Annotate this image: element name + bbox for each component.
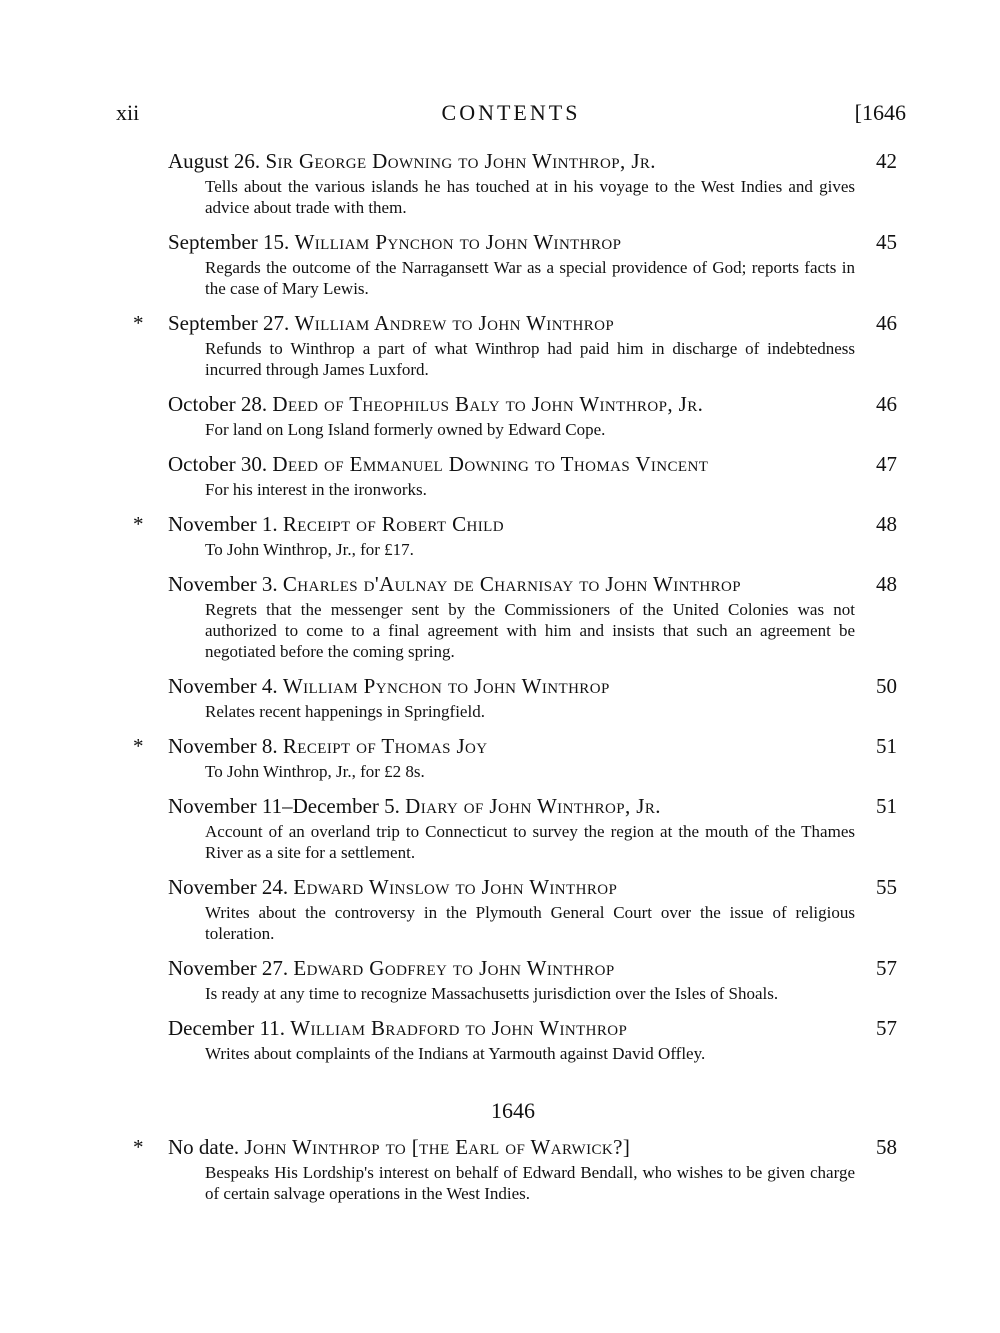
- entry-summary: Regards the outcome of the Narragansett War as a special providence of God; reports facts in the case of Mary Lewis.: [205, 258, 855, 298]
- asterisk-marker: *: [133, 734, 144, 758]
- entry-summary: Writes about complaints of the Indians at Yarmouth against David Offley.: [205, 1044, 706, 1063]
- contents-entry: [0, 953, 1000, 1004]
- entry-heading: William Bradford to John Winthrop: [290, 1016, 628, 1040]
- contents-entry: [0, 1132, 1000, 1204]
- contents-entry: [0, 449, 1000, 500]
- page-number: 50: [876, 674, 897, 698]
- entry-summary: To John Winthrop, Jr., for £17.: [205, 540, 414, 559]
- page-number: 48: [876, 572, 897, 596]
- page-number: 57: [876, 1016, 897, 1040]
- entry-heading: Edward Winslow to John Winthrop: [293, 875, 618, 899]
- contents-entry: [0, 731, 1000, 782]
- asterisk-marker: *: [133, 512, 144, 536]
- entry-heading: John Winthrop to [the Earl of Warwick?]: [244, 1135, 631, 1159]
- entry-date: August 26.: [168, 149, 266, 173]
- contents-entry: [0, 389, 1000, 440]
- year-section-heading: 1646: [491, 1098, 535, 1123]
- contents-entry: [0, 227, 1000, 299]
- page-number: 55: [876, 875, 897, 899]
- contents-entry: [0, 569, 1000, 662]
- page-number: 48: [876, 512, 897, 536]
- entry-summary: Is ready at any time to recognize Massachusetts jurisdiction over the Isles of Shoals.: [205, 984, 779, 1003]
- entry-date: November 8.: [168, 734, 283, 758]
- entry-heading: Deed of Theophilus Baly to John Winthrop, Jr.: [272, 392, 704, 416]
- entry-summary: For land on Long Island formerly owned by Edward Cope.: [205, 420, 606, 439]
- running-title: CONTENTS: [441, 100, 581, 125]
- entry-heading: William Pynchon to John Winthrop: [294, 230, 622, 254]
- contents-entry: [0, 671, 1000, 722]
- entry-summary: To John Winthrop, Jr., for £2 8s.: [205, 762, 425, 781]
- asterisk-marker: *: [133, 311, 144, 335]
- contents-entry: [0, 308, 1000, 380]
- entry-heading: William Pynchon to John Winthrop: [282, 674, 610, 698]
- entry-summary: Tells about the various islands he has touched at in his voyage to the West Indies and gives advice about trade with them.: [205, 177, 855, 217]
- header-year: [1646: [854, 100, 906, 125]
- entry-heading: Edward Godfrey to John Winthrop: [293, 956, 615, 980]
- contents-entry: [0, 872, 1000, 944]
- entry-date: October 28.: [168, 392, 273, 416]
- page-number: 51: [876, 794, 897, 818]
- entry-heading: Charles d'Aulnay de Charnisay to John Winthrop: [282, 572, 741, 596]
- entry-summary: Writes about the controversy in the Plymouth General Court over the issue of religious toleration.: [205, 903, 855, 943]
- page-number: 42: [876, 149, 897, 173]
- page-number: 57: [876, 956, 897, 980]
- page-number: 46: [876, 392, 897, 416]
- entry-heading: Deed of Emmanuel Downing to Thomas Vincent: [272, 452, 709, 476]
- entry-date: November 11–December 5.: [168, 794, 406, 818]
- entry-summary: Bespeaks His Lordship's interest on behalf of Edward Bendall, who wishes to be given charge of certain salvage operations in the West Indies.: [205, 1163, 855, 1203]
- entry-date: November 4.: [168, 674, 283, 698]
- page-number: 45: [876, 230, 897, 254]
- entry-summary: Refunds to Winthrop a part of what Winthrop had paid him in discharge of indebtedness incurred through James Luxford.: [205, 339, 855, 379]
- entry-summary: Regrets that the messenger sent by the Commissioners of the United Colonies was not authorized to come to a final agreement with him and insists that such an agreement be negotiated before the coming spring.: [205, 600, 855, 661]
- entry-summary: Relates recent happenings in Springfield.: [205, 702, 485, 721]
- asterisk-marker: *: [133, 1135, 144, 1159]
- entry-date: November 1.: [168, 512, 283, 536]
- page-number: 46: [876, 311, 897, 335]
- page-number: 51: [876, 734, 897, 758]
- entry-date: November 3.: [168, 572, 283, 596]
- entry-date: No date.: [168, 1135, 245, 1159]
- contents-entry: [0, 791, 1000, 863]
- entry-date: November 24.: [168, 875, 294, 899]
- entry-heading: Receipt of Thomas Joy: [282, 734, 488, 758]
- entry-date: October 30.: [168, 452, 273, 476]
- entry-heading: Receipt of Robert Child: [282, 512, 504, 536]
- entry-heading: William Andrew to John Winthrop: [294, 311, 615, 335]
- contents-entry: [0, 1013, 1000, 1064]
- entry-summary: For his interest in the ironworks.: [205, 480, 427, 499]
- contents-entry: [0, 509, 1000, 560]
- entry-date: December 11.: [168, 1016, 291, 1040]
- entry-heading: Diary of John Winthrop, Jr.: [405, 794, 661, 818]
- entry-heading: Sir George Downing to John Winthrop, Jr.: [265, 149, 656, 173]
- page-folio: xii: [116, 100, 140, 125]
- entry-date: September 15.: [168, 230, 295, 254]
- entry-date: September 27.: [168, 311, 295, 335]
- entry-summary: Account of an overland trip to Connecticut to survey the region at the mouth of the Thames River as a site for a settlement.: [205, 822, 855, 862]
- contents-entry: [0, 146, 1000, 218]
- page-number: 47: [876, 452, 897, 476]
- page-header: [116, 100, 906, 136]
- page-number: 58: [876, 1135, 897, 1159]
- entry-date: November 27.: [168, 956, 294, 980]
- contents-list: [0, 146, 1000, 1213]
